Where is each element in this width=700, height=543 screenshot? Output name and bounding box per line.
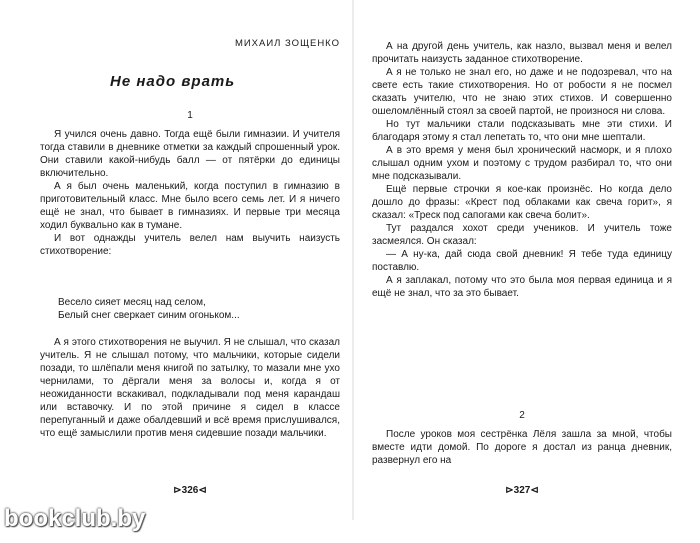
paragraph: После уроков моя сестрёнка Лёля зашла за мной, чтобы вместе идти домой. По дороге я достал из ранца дневник, развернул его на	[372, 429, 672, 466]
verse-line: Белый снег сверкает синим огоньком...	[58, 310, 240, 321]
right-page	[372, 0, 672, 520]
paragraph: А на другой день учитель, как назло, вызвал меня и велел прочитать наизусть заданное стихотворение.	[372, 41, 672, 65]
page-number-value: 326	[181, 485, 199, 496]
paragraph: А я был очень маленький, когда поступил в гимназию в приготовительный класс. Мне было всего семь лет. И я ничего ещё не знал, что бывает в гимназиях. И первые три месяца ходил буквально как в тумане.	[40, 181, 340, 231]
paragraph: Тут раздался хохот среди учеников. И учитель тоже засмеялся. Он сказал:	[372, 223, 672, 247]
body-text	[372, 40, 672, 300]
paragraph: А я заплакал, потому что это была моя первая единица и я ещё не знал, что за это бывает.	[372, 275, 672, 299]
body-text-continued	[40, 336, 340, 440]
chapter-number: 2	[519, 410, 525, 421]
running-header-author: МИХАИЛ ЗОЩЕНКО	[234, 38, 340, 49]
paragraph: Я учился очень давно. Тогда ещё были гимназии. И учителя тогда ставили в дневнике отметки за каждый спрошенный урок. Они ставили какой-нибудь балл — от пятёрки до единицы включительно.	[40, 129, 340, 179]
watermark-logo: bookclub.by	[4, 505, 146, 532]
verse-line: Весело сияет месяц над селом,	[58, 297, 206, 308]
paragraph: И вот однажды учитель велел нам выучить наизусть стихотворение:	[40, 233, 340, 257]
story-title: Не надо врать	[110, 73, 236, 90]
paragraph: А в это время у меня был хронический насморк, и я плохо слышал одним ухом и поэтому с трудом разбирал то, что они мне подсказывали.	[372, 145, 672, 182]
paragraph: А я этого стихотворения не выучил. Я не слышал, что сказал учитель. Я не слышал потому, что мальчики, которые сидели позади, то шлёпали меня книгой по затылку, то мазали мне ухо чернилами, то дёргали меня за волосы и, когда я от неожиданности вскакивал, подкладывали под меня карандаш или вставочку. И по этой причине я сидел в классе перепуганный и даже обалдевший и всё время прислушивался, что ещё замыслили против меня сидевшие позади мальчики.	[40, 337, 340, 439]
paragraph: — А ну-ка, дай сюда свой дневник! Я тебе туда единицу поставлю.	[372, 249, 672, 273]
paragraph: А я не только не знал его, но даже и не подозревал, что на свете есть такие стихотворения. Но от робости я не посмел сказать учителю, что не знаю этих стихов. И совершенно ошеломлённый стоял за своей партой, не произнося ни слова.	[372, 67, 672, 117]
body-text	[40, 128, 340, 258]
page-number: ⊳327⊲	[505, 485, 539, 496]
left-page	[40, 0, 340, 520]
book-gutter	[352, 0, 354, 520]
paragraph: Но тут мальчики стали подсказывать мне эти стихи. И благодаря этому я стал лепетать то, что они мне шептали.	[372, 119, 672, 143]
body-text-continued	[372, 428, 672, 467]
page-number-value: 327	[513, 485, 531, 496]
page-number: ⊳326⊲	[173, 485, 207, 496]
poem-quote	[58, 296, 338, 322]
chapter-number: 1	[187, 110, 193, 121]
paragraph: Ещё первые строчки я кое-как произнёс. Но когда дело дошло до фразы: «Крест под облаками как свеча горит», я сказал: «Треск под сапогами как свеча болит».	[372, 184, 672, 221]
